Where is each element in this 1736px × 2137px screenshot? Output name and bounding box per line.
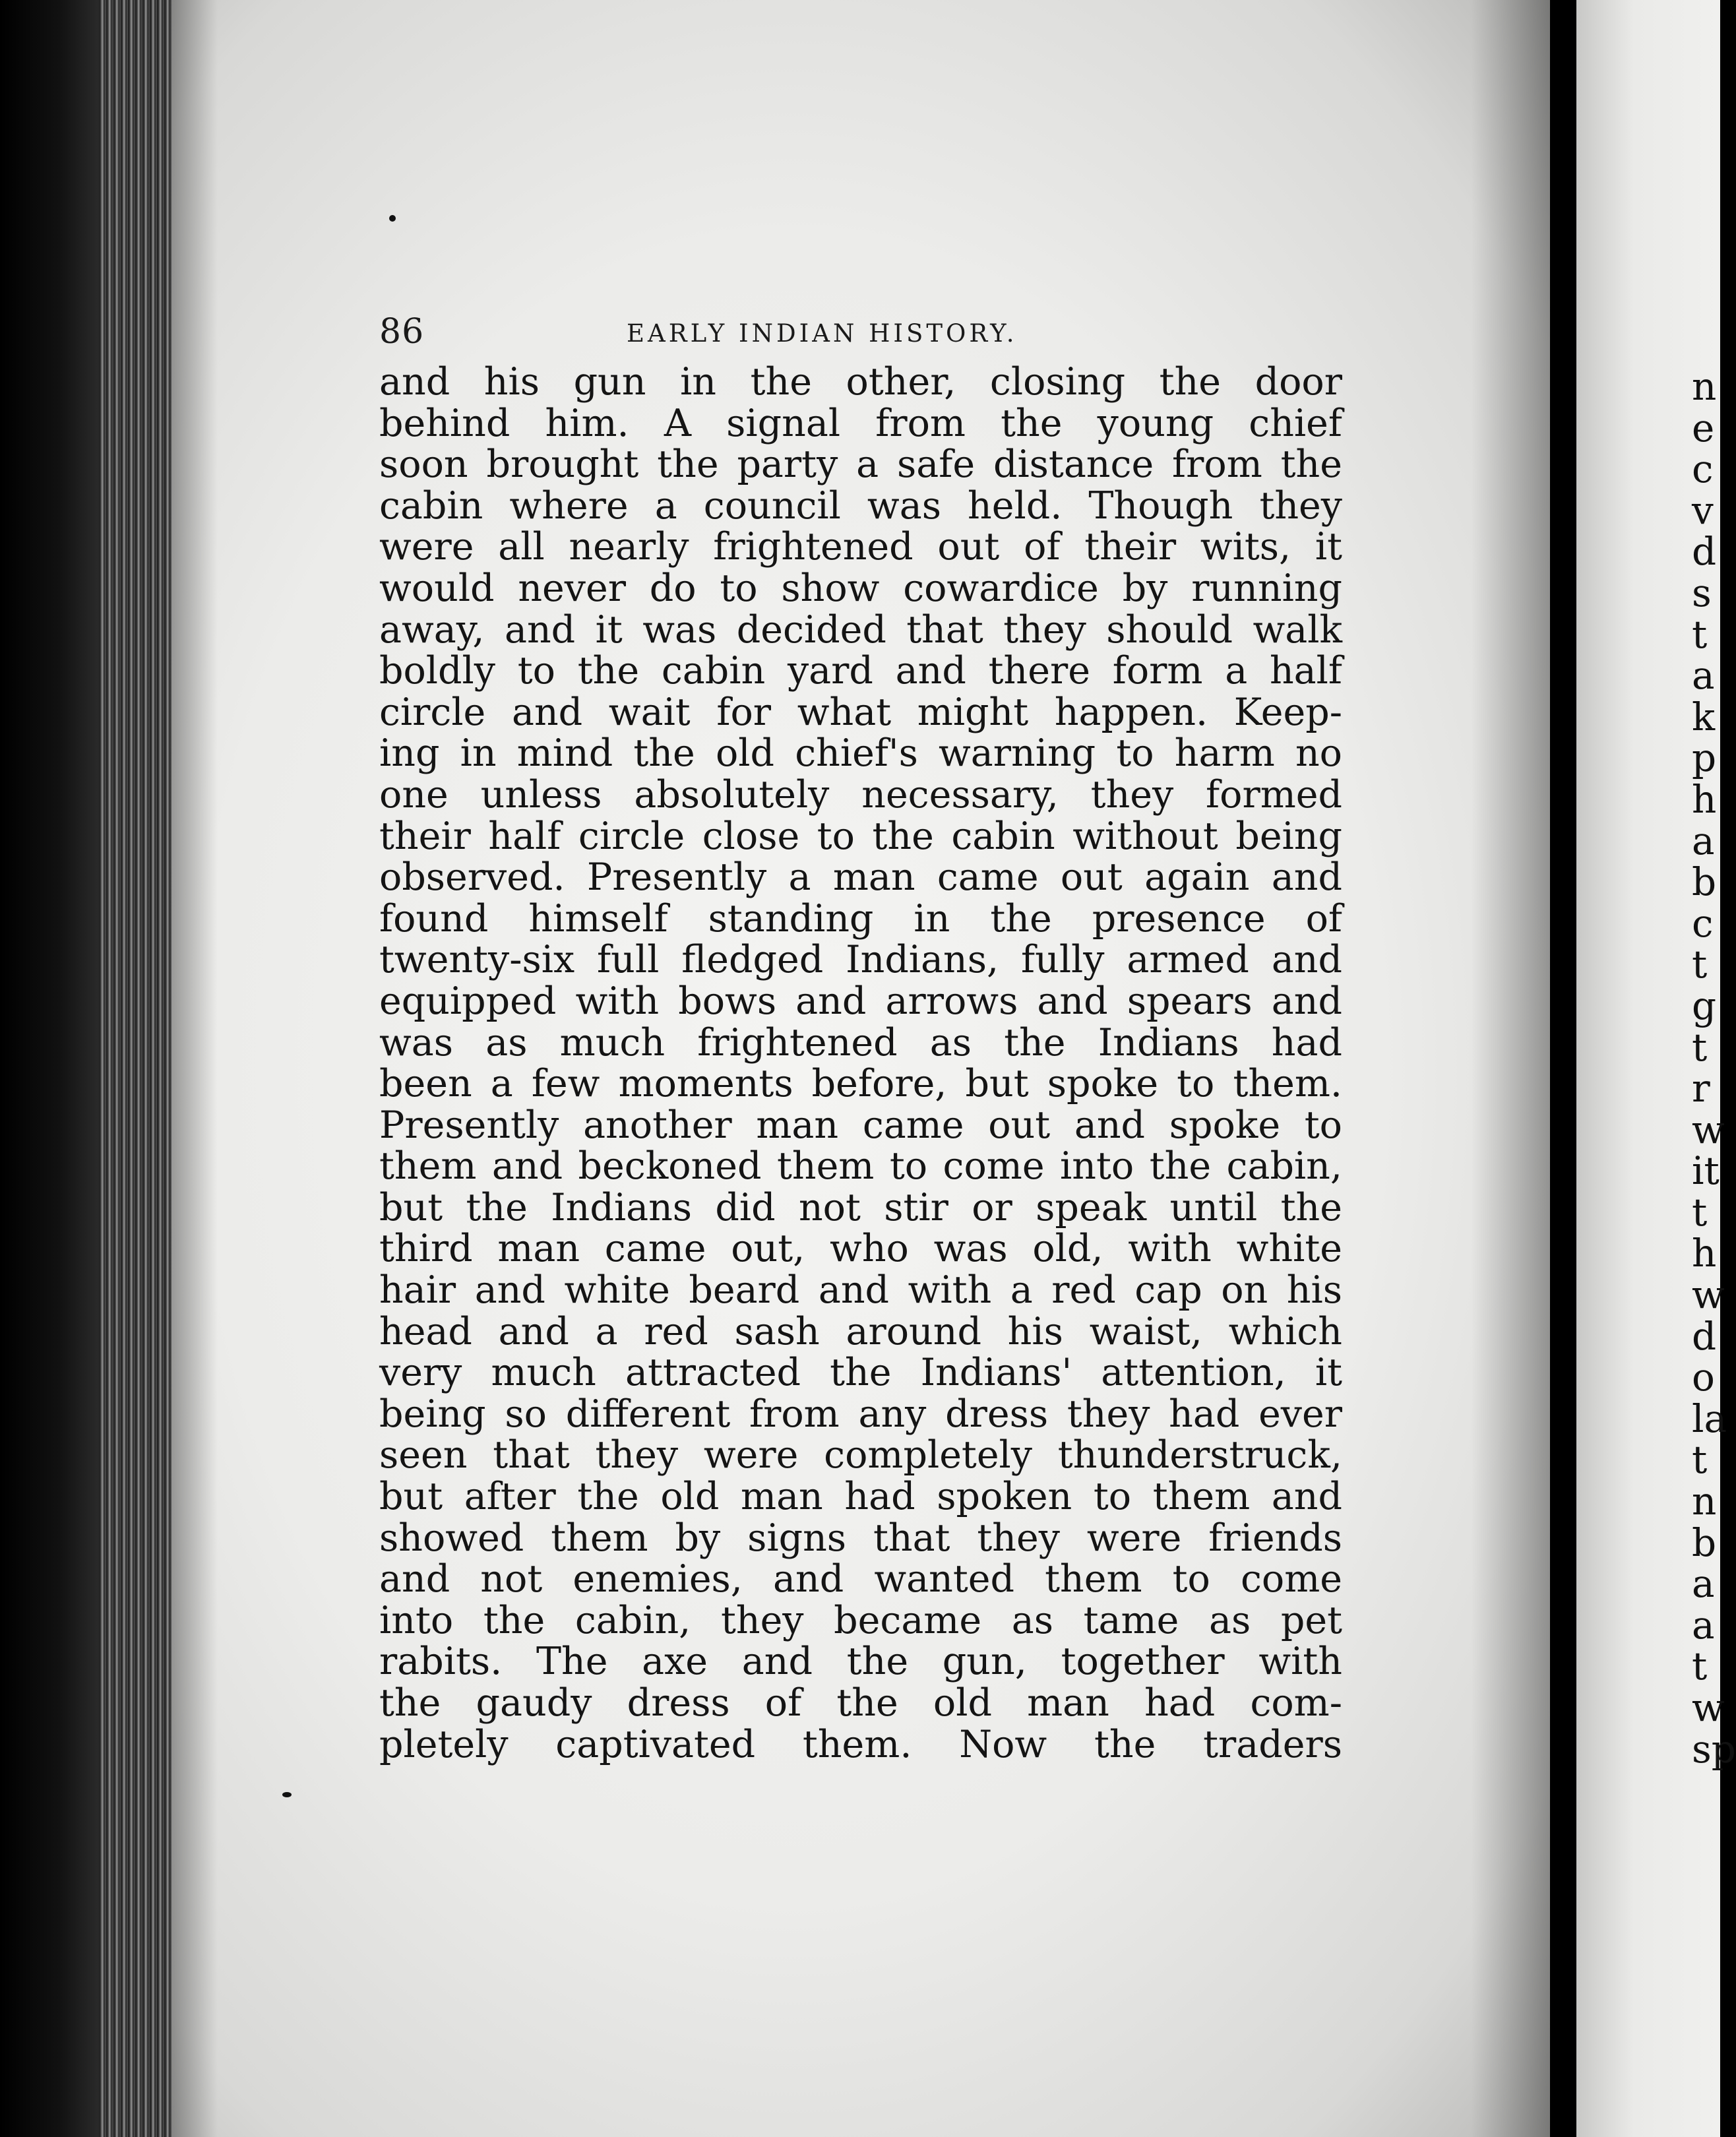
text-line: them and beckoned them to come into the cabin,	[379, 1144, 1342, 1189]
scan-left-border	[0, 0, 99, 2137]
facing-text-fragment: t	[1692, 611, 1708, 657]
text-line: but the Indians did not stir or speak until the	[379, 1185, 1342, 1229]
running-head: EARLY INDIAN HISTORY.	[627, 319, 1018, 348]
facing-text-fragment: it	[1692, 1148, 1720, 1194]
text-line: was as much frightened as the Indians had	[379, 1020, 1342, 1065]
text-line: showed them by signs that they were friends	[379, 1516, 1342, 1560]
text-line: pletely captivated them. Now the traders	[379, 1722, 1342, 1766]
page-shadow-right	[1471, 0, 1550, 2137]
facing-text-fragment: d	[1692, 1313, 1717, 1359]
text-line: away, and it was decided that they should walk	[379, 607, 1342, 652]
facing-text-fragment: sp	[1692, 1726, 1736, 1772]
facing-text-fragment: v	[1692, 487, 1714, 533]
page-number: 86	[379, 312, 425, 352]
facing-text-fragment: o	[1692, 1355, 1715, 1400]
text-line: twenty-six full fledged Indians, fully armed and	[379, 938, 1342, 982]
text-line: observed. Presently a man came out again and	[379, 855, 1342, 900]
facing-page-text	[1692, 364, 1736, 1772]
text-line: the gaudy dress of the old man had com-	[379, 1681, 1342, 1725]
facing-text-fragment: a	[1692, 1602, 1715, 1648]
facing-text-fragment: g	[1692, 983, 1717, 1028]
facing-text-fragment: w	[1692, 1107, 1725, 1152]
text-line: circle and wait for what might happen. Keep-	[379, 690, 1342, 734]
facing-text-fragment: e	[1692, 405, 1715, 450]
facing-text-fragment: d	[1692, 529, 1717, 574]
text-line: cabin where a council was held. Though they	[379, 483, 1342, 528]
text-line: but after the old man had spoken to them and	[379, 1475, 1342, 1519]
text-line: behind him. A signal from the young chief	[379, 401, 1342, 445]
text-line: very much attracted the Indians' attention, it	[379, 1351, 1342, 1395]
facing-text-fragment: b	[1692, 859, 1717, 905]
facing-text-fragment: r	[1692, 1066, 1710, 1111]
page-gutter	[1550, 0, 1576, 2137]
text-line: head and a red sash around his waist, which	[379, 1309, 1342, 1353]
text-line: ing in mind the old chief's warning to harm no	[379, 731, 1342, 776]
text-line: third man came out, who was old, with white	[379, 1227, 1342, 1271]
text-line: boldly to the cabin yard and there form a half	[379, 649, 1342, 693]
text-line: being so different from any dress they had ever	[379, 1392, 1342, 1436]
ink-speck	[389, 215, 396, 222]
facing-text-fragment: p	[1692, 735, 1717, 781]
body-text	[379, 361, 1342, 1765]
text-line: were all nearly frightened out of their wits, it	[379, 525, 1342, 569]
facing-text-fragment: c	[1692, 447, 1714, 492]
text-line: their half circle close to the cabin without being	[379, 814, 1342, 858]
page-header	[379, 309, 1342, 355]
text-line: found himself standing in the presence of	[379, 896, 1342, 941]
text-line: would never do to show cowardice by running	[379, 566, 1342, 610]
book-fore-edge	[99, 0, 171, 2137]
facing-text-fragment: h	[1692, 1231, 1717, 1276]
text-line: equipped with bows and arrows and spears and	[379, 979, 1342, 1023]
facing-text-fragment: s	[1692, 570, 1712, 615]
facing-text-fragment: a	[1692, 818, 1715, 863]
text-line: Presently another man came out and spoke to	[379, 1103, 1342, 1147]
facing-text-fragment: c	[1692, 900, 1714, 946]
facing-text-fragment: n	[1692, 1479, 1717, 1524]
facing-text-fragment: n	[1692, 364, 1717, 409]
text-line: rabits. The axe and the gun, together with	[379, 1640, 1342, 1684]
facing-text-fragment: t	[1692, 1189, 1708, 1235]
facing-text-fragment: k	[1692, 694, 1716, 739]
facing-text-fragment: w	[1692, 1272, 1725, 1318]
facing-text-fragment: b	[1692, 1520, 1717, 1565]
facing-text-fragment: a	[1692, 653, 1715, 698]
text-line: one unless absolutely necessary, they formed	[379, 772, 1342, 817]
page-shadow-left	[171, 0, 218, 2137]
facing-text-fragment: t	[1692, 1024, 1708, 1070]
facing-text-fragment: a	[1692, 1561, 1715, 1607]
facing-text-fragment: w	[1692, 1685, 1725, 1730]
facing-text-fragment: t	[1692, 942, 1708, 987]
text-line: hair and white beard and with a red cap on his	[379, 1268, 1342, 1313]
text-line: and his gun in the other, closing the door	[379, 360, 1342, 404]
text-line: soon brought the party a safe distance from the	[379, 443, 1342, 487]
text-line: into the cabin, they became as tame as pet	[379, 1598, 1342, 1642]
ink-speck	[282, 1792, 292, 1797]
text-line: seen that they were completely thunderstruck,	[379, 1433, 1342, 1477]
text-line: and not enemies, and wanted them to come	[379, 1557, 1342, 1601]
facing-text-fragment: t	[1692, 1644, 1708, 1689]
facing-text-fragment: t	[1692, 1437, 1708, 1483]
facing-text-fragment: la	[1692, 1396, 1727, 1441]
text-line: been a few moments before, but spoke to them.	[379, 1062, 1342, 1106]
facing-text-fragment: h	[1692, 776, 1717, 822]
